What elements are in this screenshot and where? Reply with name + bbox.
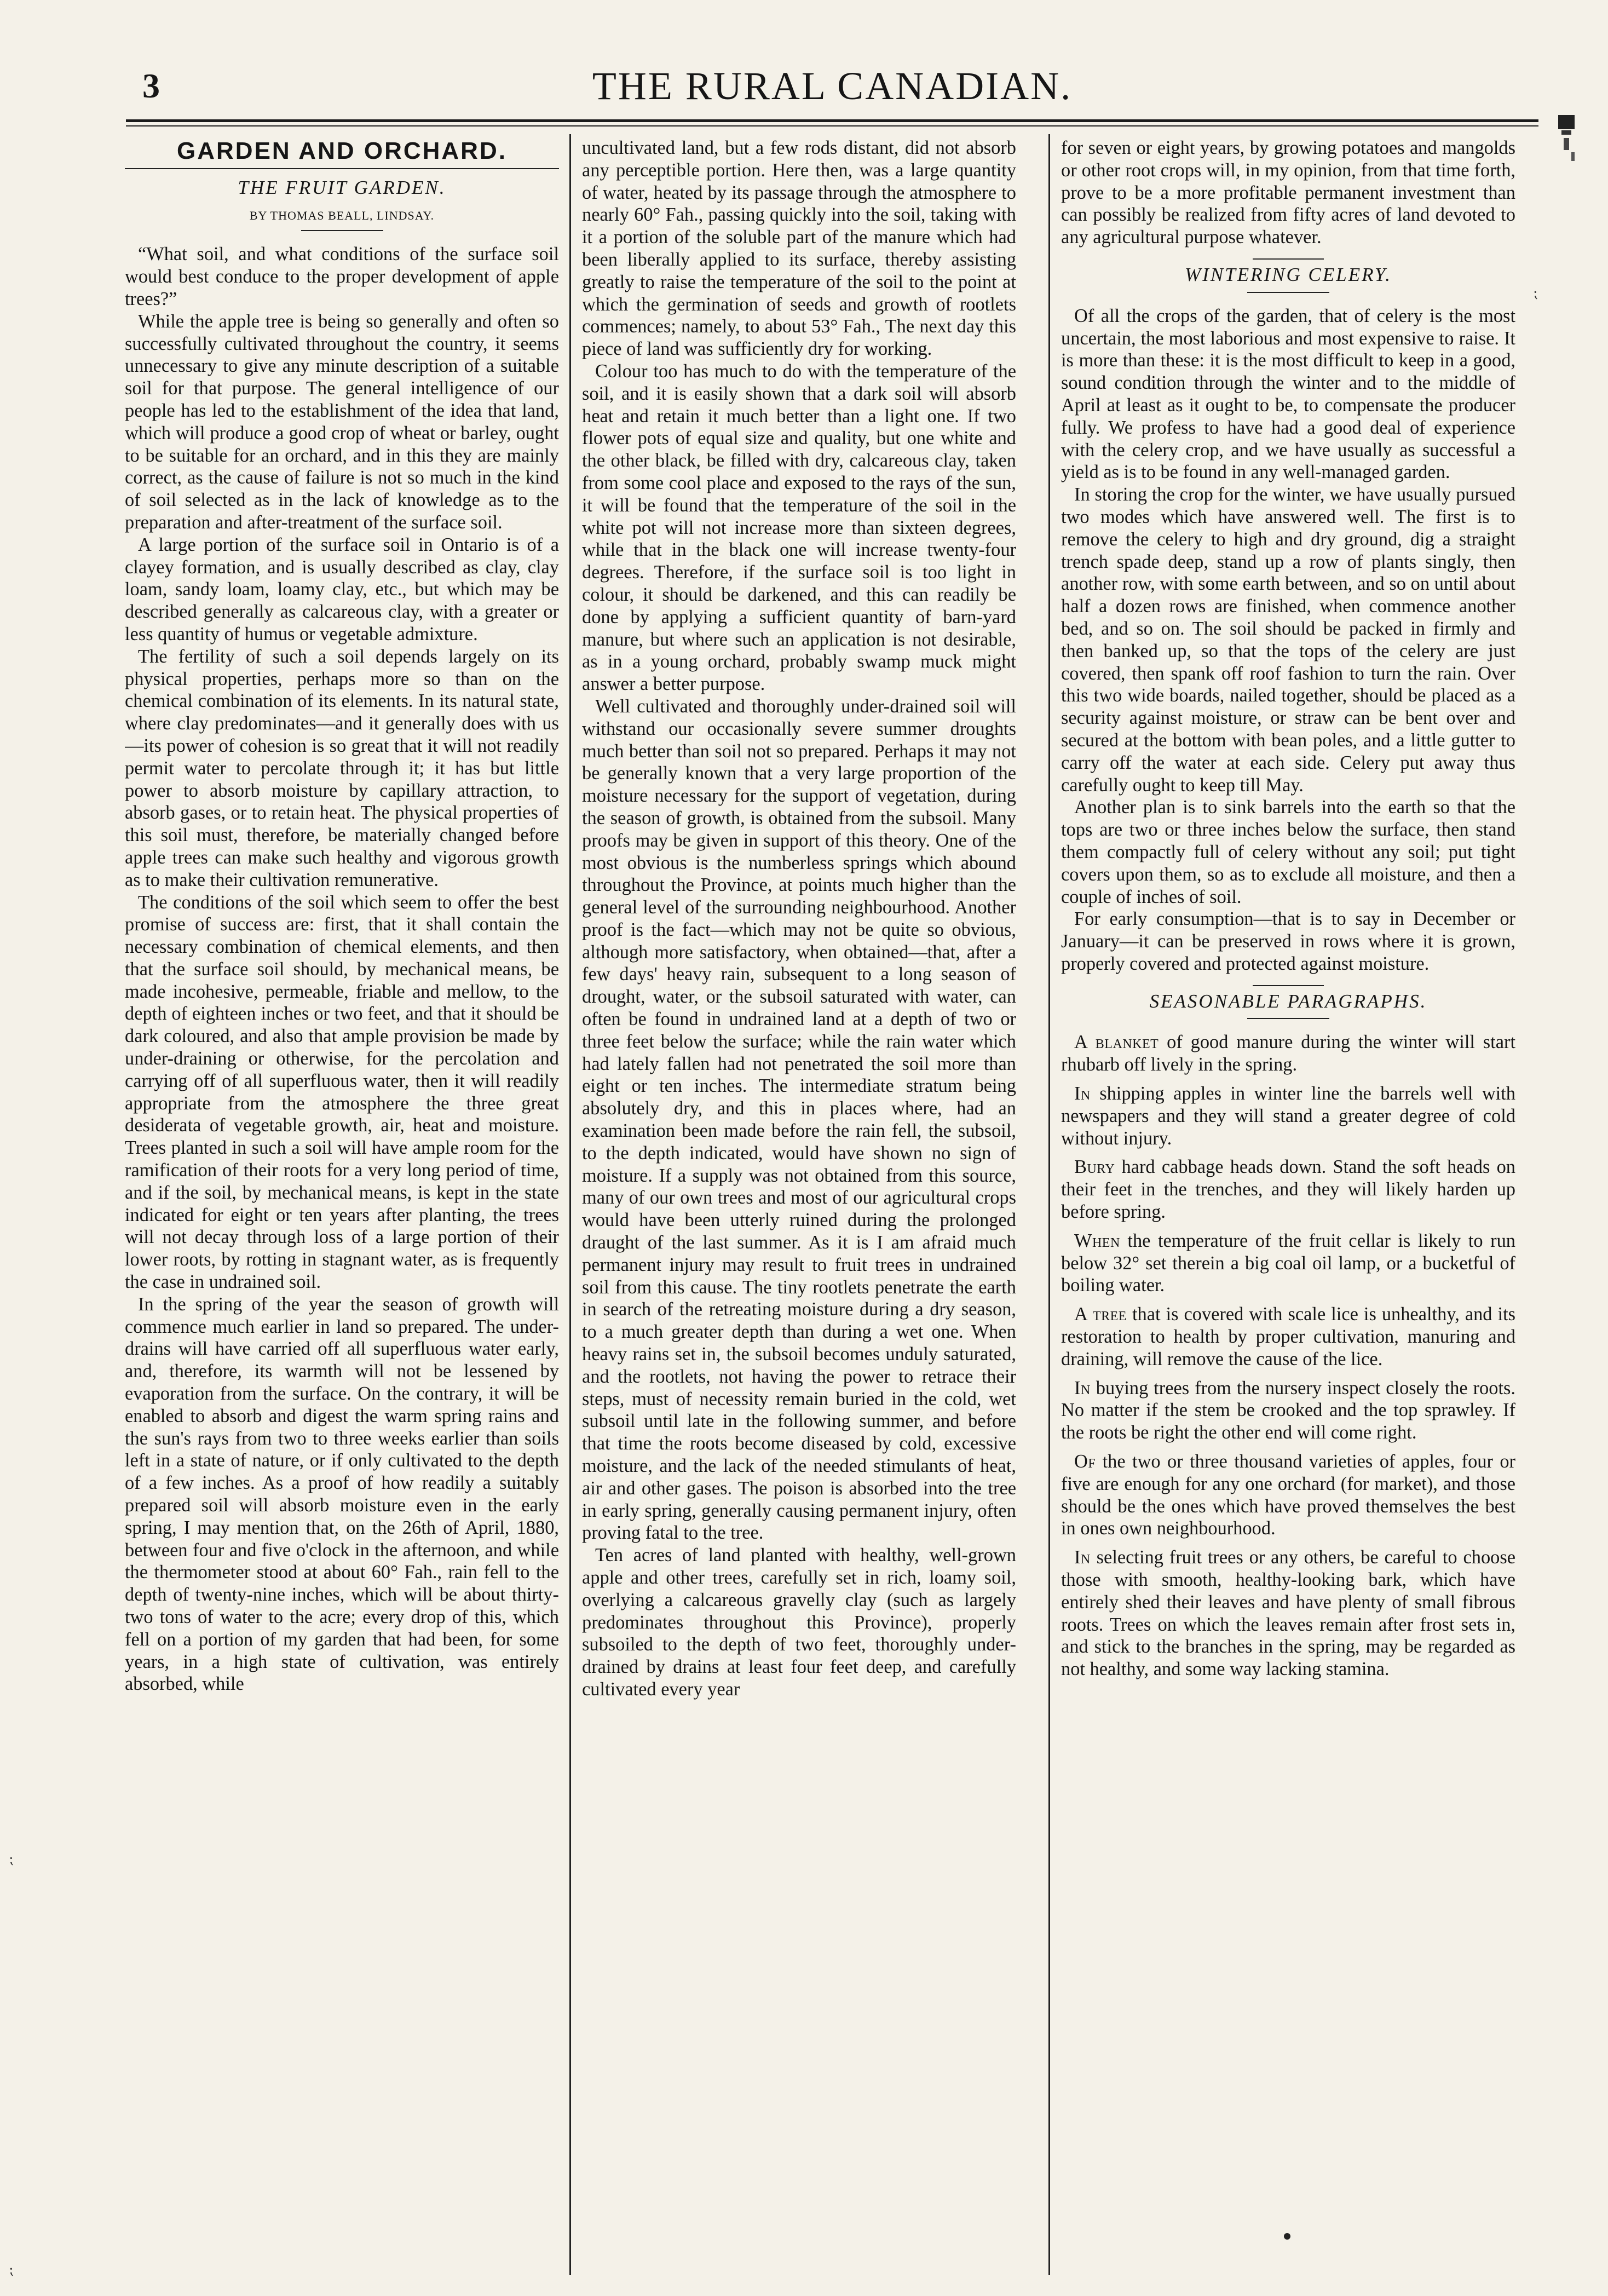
paragraph-body: that is covered with scale lice is unhealthy, and its restoration to health by proper cultivation, manuring and draining, will remove the cause of the lice. bbox=[1061, 1304, 1515, 1369]
paragraph-lead: A blanket bbox=[1074, 1032, 1159, 1053]
header-rule bbox=[126, 119, 1538, 122]
paragraph-lead: When bbox=[1074, 1230, 1120, 1251]
celery-paragraph: For early consumption—that is to say in December or January—it can be preserved in rows where it is grown, properly covered and protected against moisture. bbox=[1061, 908, 1515, 974]
article-paragraph: In the spring of the year the season of growth will commence much earlier in land so prepared. The under-drains will have carried off all superfluous water early, and, therefore, its warmth will not be lessened by evaporation from the surface. On the contrary, it will be enabled to absorb and digest the warm spring rains and the sun's rays from two to three weeks earlier than soils left in a state of nature, or if only cultivated to the depth of a few inches. As a proof of how readily a suitably prepared soil will absorb moisture even in the early spring, I may mention that, on the 26th of April, 1880, between four and five o'clock in the afternoon, and while the thermometer stood at about 60° Fah., rain fell to the depth of twenty-nine inches, which will be about thirty-two tons of water to the acre; every drop of this, which fell on a portion of my garden that had been, for some years, in a high state of cultivation, was entirely absorbed, while bbox=[125, 1293, 559, 1695]
seasonable-paragraph bbox=[1061, 1451, 1515, 1540]
article-paragraph: uncultivated land, but a few rods distant, did not absorb any perceptible portion. Here then, was a large quantity of water, heated by its passage through the atmosphere to nearly 60° Fah., passing quickly into the soil, taking with it a portion of the soluble part of the manure which had been liberally applied to its surface, thereby assisting greatly to raise the temperature of the soil to the point at which the germination of seeds and growth of rootlets commences; namely, to about 53° Fah., The next day this piece of land was sufficiently dry for working. bbox=[582, 137, 1016, 360]
column-1 bbox=[125, 137, 559, 2240]
article-paragraph: The conditions of the soil which seem to offer the best promise of success are: first, that it shall contain the necessary combination of chemical elements, and then that the surface soil should, by mechanical means, be made incohesive, permeable, friable and mellow, to the depth of eighteen inches or two feet, and that it should be dark coloured, and also that ample provision be made by under-draining or otherwise, for the percolation and carrying off of all superfluous water, then it will readily appropriate from the atmosphere the three great desiderata of vegetable growth, air, heat and moisture. Trees planted in such a soil will have ample room for the ramification of their roots for a very long period of time, and if the soil, by mechanical means, is kept in the state indicated for eight or ten years after planting, the trees will not decay through loss of a large portion of their lower roots, by rotting in stagnant water, as is frequently the case in undrained soil. bbox=[125, 891, 559, 1293]
celery-paragraph: Of all the crops of the garden, that of celery is the most uncertain, the most laborious and most expensive to raise. It is more than these: it is the most difficult to keep in a good, sound condition through the winter and to the middle of April at least as it ought to be, to compensate the producer fully. We profess to have had a good deal of experience with the celery crop, and we have usually as successful a yield as is to be found in any well-managed garden. bbox=[1061, 305, 1515, 483]
article-paragraph: Well cultivated and thoroughly under-drained soil will withstand our occasionally severe summer droughts much better than soil not so prepared. Perhaps it may not be generally known that a very large proportion of the moisture necessary for the support of vegetation, during the season of growth, is obtained from the subsoil. Many proofs may be given in support of this theory. One of the most obvious is the numberless springs which abound throughout the Province, at points much higher than the general level of the surrounding neighbourhood. Another proof is the fact—which may not be quite so obvious, although more satisfactory, when obtained—that, after a few days' heavy rain, subsequent to a long season of drought, water, or the subsoil saturated with water, can often be found in undrained land at a depth of two or three feet below the surface; while the rain water which had lately fallen had not penetrated the soil more than eight or ten inches. The intermediate stratum being absolutely dry, and this in places where, had an examination been made before the rain fell, the subsoil, to the depth indicated, would have shown no sign of moisture. If a supply was not obtained from this source, many of our own trees and most of our agricultural crops would have been utterly ruined during the prolonged draught of the last summer. As it is I am afraid much permanent injury may result to fruit trees in undrained soil from this cause. The tiny rootlets penetrate the earth in search of the retreating moisture during a dry season, to a much greater depth than during a wet one. When heavy rains set in, the subsoil becomes unduly saturated, and the rootlets, not having the power to retrace their steps, must of necessity remain buried in the cold, wet subsoil until late in the following summer, and before that time the roots become diseased by cold, excessive moisture, and the lack of the needed stimulants of heat, air and other gases. The poison is absorbed into the tree in early spring, generally causing permanent injury, often proving fatal to the tree. bbox=[582, 695, 1016, 1544]
paragraph-lead: Bury bbox=[1074, 1156, 1115, 1178]
paragraph-body: hard cabbage heads down. Stand the soft heads on their feet in the trenches, and they will likely harden up before spring. bbox=[1061, 1156, 1515, 1223]
paragraph-body: buying trees from the nursery inspect closely the roots. No matter if the stem be crooked and the top sprawley. If the roots be right the other end will come right. bbox=[1061, 1377, 1515, 1443]
seasonable-paragraph bbox=[1061, 1156, 1515, 1223]
column-divider-1 bbox=[569, 134, 571, 2275]
article-paragraph: The fertility of such a soil depends largely on its physical properties, perhaps more so than on the chemical combination of its elements. In its natural state, where clay predominates—and it generally does with us—its power of cohesion is so great that it will not readily permit water to percolate through it; it has but little power to absorb moisture by capillary attraction, to absorb gases, or to retain heat. The physical properties of this soil must, therefore, be materially changed before apple trees can make such healthy and vigorous growth as to make their cultivation remunerative. bbox=[125, 646, 559, 890]
margin-tick-icon: ⁏ bbox=[9, 1851, 14, 1867]
paragraph-body: shipping apples in winter line the barrels well with newspapers and they will stand a greater degree of cold without injury. bbox=[1061, 1083, 1515, 1149]
column-2 bbox=[582, 137, 1016, 2240]
article-paragraph: Colour too has much to do with the temperature of the soil, and it is easily shown that a dark soil will absorb heat and retain it much better than a light one. If two flower pots of equal size and quality, but one white and the other black, be filled with dry, calcareous clay, taken from some cool place and exposed to the rays of the sun, it will be found that the temperature of the soil in the white pot will not increase more than sixteen degrees, while that in the black one will increase twenty-four degrees. Therefore, if the surface soil is too light in colour, it should be darkened, and this can readily be done by applying a sufficient quantity of barn-yard manure, but where such an application is not desirable, as in a young orchard, probably swamp muck might answer a better purpose. bbox=[582, 360, 1016, 695]
paragraph-body: the two or three thousand varieties of apples, four or five are enough for any one orchard (for market), and those should be the ones which have proved themselves the best in ones own neighbourhood. bbox=[1061, 1451, 1515, 1539]
article-byline: BY THOMAS BEALL, LINDSAY. bbox=[249, 208, 435, 222]
paragraph-lead: In bbox=[1074, 1083, 1091, 1104]
celery-paragraph: In storing the crop for the winter, we have usually pursued two modes which have answered well. The first is to remove the celery to high and dry ground, dig a straight trench spade deep, stand up a row of plants singly, then another row, with some earth between, and so on until about half a dozen rows are finished, when commence another bed, and so on. The soil should be packed in firmly and then banked up, so that the tops of the celery are just covered, then spank off roof fashion to turn the rain. Over this two wide boards, nailed together, should be placed as a security against moisture, or straw can be bent over and secured at the bottom with bean poles, and a little gutter to carry off the water at each side. Celery put away thus carefully ought to keep till May. bbox=[1061, 484, 1515, 796]
paragraph-body: of good manure during the winter will start rhubarb off lively in the spring. bbox=[1061, 1032, 1515, 1075]
article-paragraph: “What soil, and what conditions of the surface soil would best conduce to the proper development of apple trees?” bbox=[125, 244, 559, 309]
paragraph-body: selecting fruit trees or any others, be careful to choose those with smooth, healthy-looking bark, which have entirely shed their leaves and have plenty of small fibrous roots. Trees on which the leaves remain after frost sets in, and stick to the branches in the spring, may be regarded as not healthy, and some way lacking stamina. bbox=[1061, 1547, 1515, 1680]
paragraph-lead: In bbox=[1074, 1547, 1091, 1568]
department-rule bbox=[125, 168, 559, 169]
department-title: GARDEN AND ORCHARD. bbox=[177, 137, 507, 164]
section-title-rule bbox=[1247, 1018, 1329, 1019]
seasonable-paragraph bbox=[1061, 1303, 1515, 1370]
ink-dot-icon bbox=[1284, 2233, 1290, 2240]
masthead-title: THE RURAL CANADIAN. bbox=[592, 64, 1073, 108]
seasonable-paragraph bbox=[1061, 1031, 1515, 1076]
page-header bbox=[126, 49, 1538, 120]
byline-rule bbox=[301, 230, 383, 231]
celery-paragraph: Another plan is to sink barrels into the earth so that the tops are two or three inches below the surface, then stand them compactly full of celery without any soil; put tight covers upon them, so as to exclude all moisture, and then a couple of inches of soil. bbox=[1061, 797, 1515, 907]
seasonable-paragraph bbox=[1061, 1377, 1515, 1444]
article-title: THE FRUIT GARDEN. bbox=[238, 176, 446, 198]
article-paragraph: Ten acres of land planted with healthy, well-grown apple and other trees, carefully set in rich, loamy soil, overlying a calcareous gravelly clay (such as largely predominates throughout this Province), properly subsoiled to the depth of two feet, thoroughly under-drained by drains at least four feet deep, and carefully cultivated every year bbox=[582, 1545, 1016, 1700]
article-paragraph: While the apple tree is being so generally and often so successfully cultivated throughout the country, it seems unnecessary to give any minute description of a suitable soil for that purpose. The general intelligence of our people has led to the establishment of the idea that land, which will produce a good crop of wheat or barley, ought to be suitable for an orchard, and in this they are mainly correct, as the cause of failure is not so much in the kind of soil selected as in the lack of knowledge as to the preparation and after-treatment of the surface soil. bbox=[125, 310, 559, 533]
paragraph-lead: Of bbox=[1074, 1451, 1096, 1472]
header-rule-thin bbox=[126, 125, 1538, 126]
column-divider-2 bbox=[1048, 134, 1050, 2275]
column-3 bbox=[1061, 137, 1515, 2240]
page-number: 3 bbox=[142, 66, 160, 105]
seasonable-paragraph bbox=[1061, 1230, 1515, 1297]
seasonable-paragraph bbox=[1061, 1083, 1515, 1149]
paragraph-lead: In bbox=[1074, 1377, 1091, 1399]
section-rule bbox=[1253, 985, 1324, 986]
section-title-celery: WINTERING CELERY. bbox=[1185, 263, 1392, 285]
article-paragraph: A large portion of the surface soil in Ontario is of a clayey formation, and is usually described as clay, clay loam, sandy loam, loamy clay, etc., but which may be described generally as calcareous clay, with a greater or less quantity of humus or vegetable admixture. bbox=[125, 534, 559, 645]
section-rule bbox=[1253, 258, 1324, 260]
paragraph-body: the temperature of the fruit cellar is likely to run below 32° set therein a big coal oil lamp, or a bucketful of boiling water. bbox=[1061, 1230, 1515, 1296]
section-title-seasonable: SEASONABLE PARAGRAPHS. bbox=[1149, 990, 1427, 1012]
corner-ink-mark-icon bbox=[1555, 114, 1581, 166]
section-title-rule bbox=[1247, 292, 1329, 293]
article-continuation: for seven or eight years, by growing potatoes and mangolds or other root crops will, in my opinion, from that time forth, prove to be a more profitable permanent investment than can possibly be realized from fifty acres of land devoted to any agricultural purpose whatever. bbox=[1061, 137, 1515, 248]
seasonable-paragraph bbox=[1061, 1546, 1515, 1681]
margin-tick-icon: ⁏ bbox=[1533, 285, 1538, 301]
paragraph-lead: A tree bbox=[1074, 1304, 1127, 1325]
margin-tick-icon: ⁏ bbox=[9, 2262, 14, 2277]
